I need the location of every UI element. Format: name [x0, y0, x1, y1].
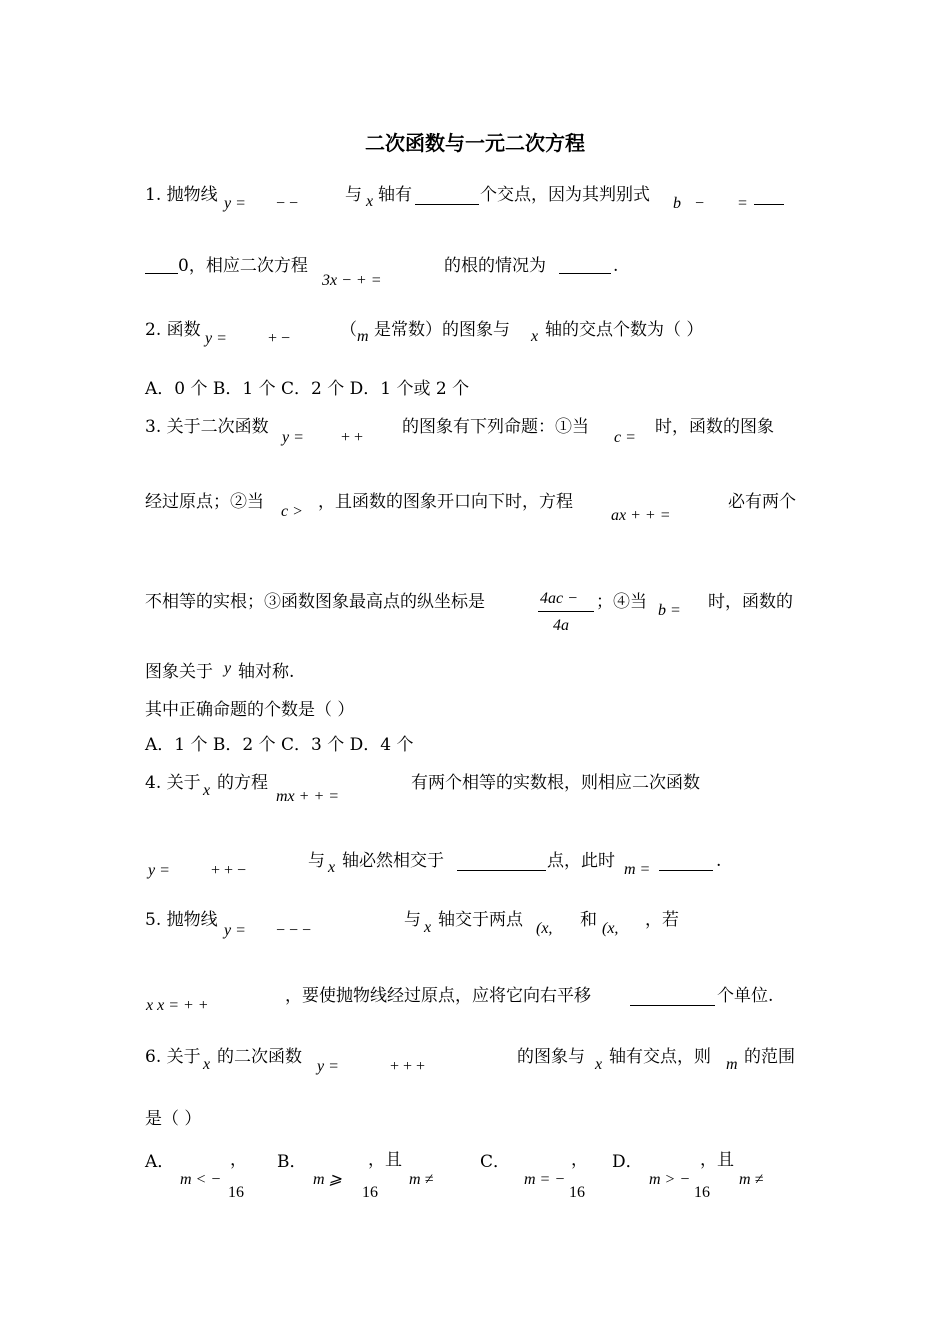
q4-equation: mx + + = [276, 788, 340, 805]
q6-option-b-den: 16 [362, 1184, 378, 1201]
q6-function-y: y = [317, 1058, 339, 1075]
q1-function-y: y = [224, 195, 246, 212]
q5-with: 与 [404, 910, 421, 930]
q1-prefix: 1. 抛物线 [145, 185, 218, 205]
q2-x-var: x [531, 328, 539, 345]
q1-blank-count[interactable] [415, 204, 479, 205]
q4-prefix: 4. 关于 [145, 773, 201, 793]
q4-condition: 有两个相等的实数根，则相应二次函数 [411, 773, 700, 793]
q2-options[interactable]: A．0 个 B．1 个 C．2 个 D．1 个或 2 个 [145, 379, 470, 399]
q6-option-b-and: ，且 [368, 1150, 402, 1170]
q3-fraction-denominator: 4a [553, 617, 569, 634]
q3-question: 其中正确命题的个数是（ ） [145, 700, 355, 720]
q6-option-d-den: 16 [694, 1184, 710, 1201]
q4-intersect-text: 轴必然相交于 [342, 851, 444, 871]
q1-disc-b: b [673, 195, 681, 212]
q3-statement-1: 的图象有下列命题：①当 [402, 417, 589, 437]
q2-m-var: m [357, 328, 369, 345]
q6-option-d-ne: m ≠ [739, 1171, 764, 1188]
q2-function-y: y = [205, 330, 227, 347]
q5-blank-shift[interactable] [630, 1005, 715, 1006]
q3-axis-symmetric: 轴对称. [238, 662, 295, 682]
q6-option-c-den: 16 [569, 1184, 585, 1201]
q5-point-2: (x, [602, 920, 619, 937]
q6-option-b-ne: m ≠ [409, 1171, 434, 1188]
q6-graph-text: 的图象与 [517, 1047, 585, 1067]
q5-intersect-text: 轴交于两点 [438, 910, 523, 930]
q4-x-var-2: x [328, 859, 336, 876]
q5-x-var: x [424, 919, 432, 936]
q1-x-var: x [366, 193, 374, 210]
q4-with: 与 [308, 851, 325, 871]
q4-x-var: x [203, 782, 211, 799]
page-title: 二次函数与一元二次方程 [365, 131, 585, 155]
q3-statement-4-end: 时，函数的 [708, 592, 793, 612]
q3-y-var: y [224, 660, 232, 677]
q2-prefix: 2. 函数 [145, 320, 201, 340]
q6-option-b-expr[interactable]: m ⩾ [313, 1171, 342, 1188]
q3-c-gt: c > [281, 503, 303, 520]
q6-option-a-expr[interactable]: m < − [180, 1171, 222, 1188]
q3-equation: ax + + = [611, 507, 671, 524]
q6-option-a-label[interactable]: A． [145, 1152, 175, 1172]
q1-blank-compare[interactable] [145, 273, 178, 274]
q3-c-eq: c = [614, 429, 636, 446]
q1-roots-text: 的根的情况为 [444, 256, 546, 276]
q3-function-y: y = [282, 429, 304, 446]
q1-end: . [613, 256, 619, 276]
q5-if: ，若 [645, 910, 679, 930]
q2-question-end: 轴的交点个数为（ ） [545, 320, 704, 340]
q2-function-ops: + − [268, 330, 291, 347]
q6-function-ops: + + + [390, 1058, 426, 1075]
q5-units: 个单位. [717, 986, 774, 1006]
q3-statement-2: 经过原点；②当 [145, 492, 264, 512]
q6-then: 轴有交点，则 [609, 1047, 711, 1067]
q6-option-b-label[interactable]: B． [277, 1152, 307, 1172]
q6-m-var: m [726, 1056, 738, 1073]
q5-and: 和 [580, 910, 597, 930]
q1-equation: 3x − + = [322, 272, 382, 289]
q6-x-var: x [203, 1056, 211, 1073]
q6-question-end: 是（ ） [145, 1109, 202, 1129]
q5-point-1: (x, [536, 920, 553, 937]
q3-statement-4: ；④当 [596, 592, 647, 612]
q1-with: 与 [345, 185, 362, 205]
q2-question-text: 是常数）的图象与 [374, 320, 510, 340]
q6-x-var-2: x [595, 1056, 603, 1073]
q1-axis-has: 轴有 [378, 185, 412, 205]
q6-function-label: 的二次函数 [217, 1047, 302, 1067]
q3-options[interactable]: A．1 个 B．2 个 C．3 个 D．4 个 [145, 735, 414, 755]
q3-statement-2-end: 必有两个 [728, 492, 796, 512]
q5-function-ops: − − − [276, 922, 312, 939]
q6-option-c-expr[interactable]: m = − [524, 1171, 566, 1188]
q3-statement-1-end: 时，函数的图象 [655, 417, 774, 437]
q3-statement-3: 不相等的实根；③函数图象最高点的纵坐标是 [145, 592, 485, 612]
q6-option-c-label[interactable]: C． [480, 1152, 511, 1172]
q3-fraction-bar [538, 611, 594, 612]
q3-statement-4-cont: 图象关于 [145, 662, 213, 682]
q2-paren-open: （ [340, 320, 357, 340]
q4-then: 点，此时 [547, 851, 615, 871]
q4-end: . [716, 851, 722, 871]
q5-condition: x x = + + [146, 997, 209, 1014]
q4-m-eq: m = [624, 861, 651, 878]
q6-option-d-label[interactable]: D． [612, 1152, 643, 1172]
q3-function-ops: + + [341, 429, 364, 446]
q4-equation-label: 的方程 [217, 773, 268, 793]
q5-prefix: 5. 抛物线 [145, 910, 218, 930]
q1-disc-eq: = [738, 195, 748, 212]
q6-range: 的范围 [744, 1047, 795, 1067]
q3-b-eq: b = [658, 602, 681, 619]
q1-blank-disc-value[interactable] [754, 204, 784, 205]
q1-disc-minus: − [695, 195, 705, 212]
q5-function-y: y = [224, 922, 246, 939]
q1-equation-text: 0，相应二次方程 [178, 256, 308, 276]
q6-option-a-comma: ， [230, 1150, 247, 1170]
q6-option-d-and: ，且 [700, 1150, 734, 1170]
q6-prefix: 6. 关于 [145, 1047, 201, 1067]
q4-blank-points[interactable] [457, 870, 546, 871]
q1-blank-roots[interactable] [559, 273, 611, 274]
q4-blank-m[interactable] [659, 870, 713, 871]
q6-option-c-comma: ， [571, 1150, 588, 1170]
q3-statement-2-mid: ，且函数的图象开口向下时，方程 [318, 492, 573, 512]
q4-function-y: y = [148, 862, 170, 879]
q4-function-ops: + + − [211, 862, 247, 879]
q3-fraction-numerator: 4ac − [540, 590, 578, 607]
q6-option-d-expr[interactable]: m > − [649, 1171, 691, 1188]
q1-function-ops: − − [276, 195, 299, 212]
q1-discriminant-text: 个交点，因为其判别式 [480, 185, 650, 205]
q6-option-a-den: 16 [228, 1184, 244, 1201]
q5-shift-text: ，要使抛物线经过原点，应将它向右平移 [285, 986, 591, 1006]
q3-prefix: 3. 关于二次函数 [145, 417, 269, 437]
